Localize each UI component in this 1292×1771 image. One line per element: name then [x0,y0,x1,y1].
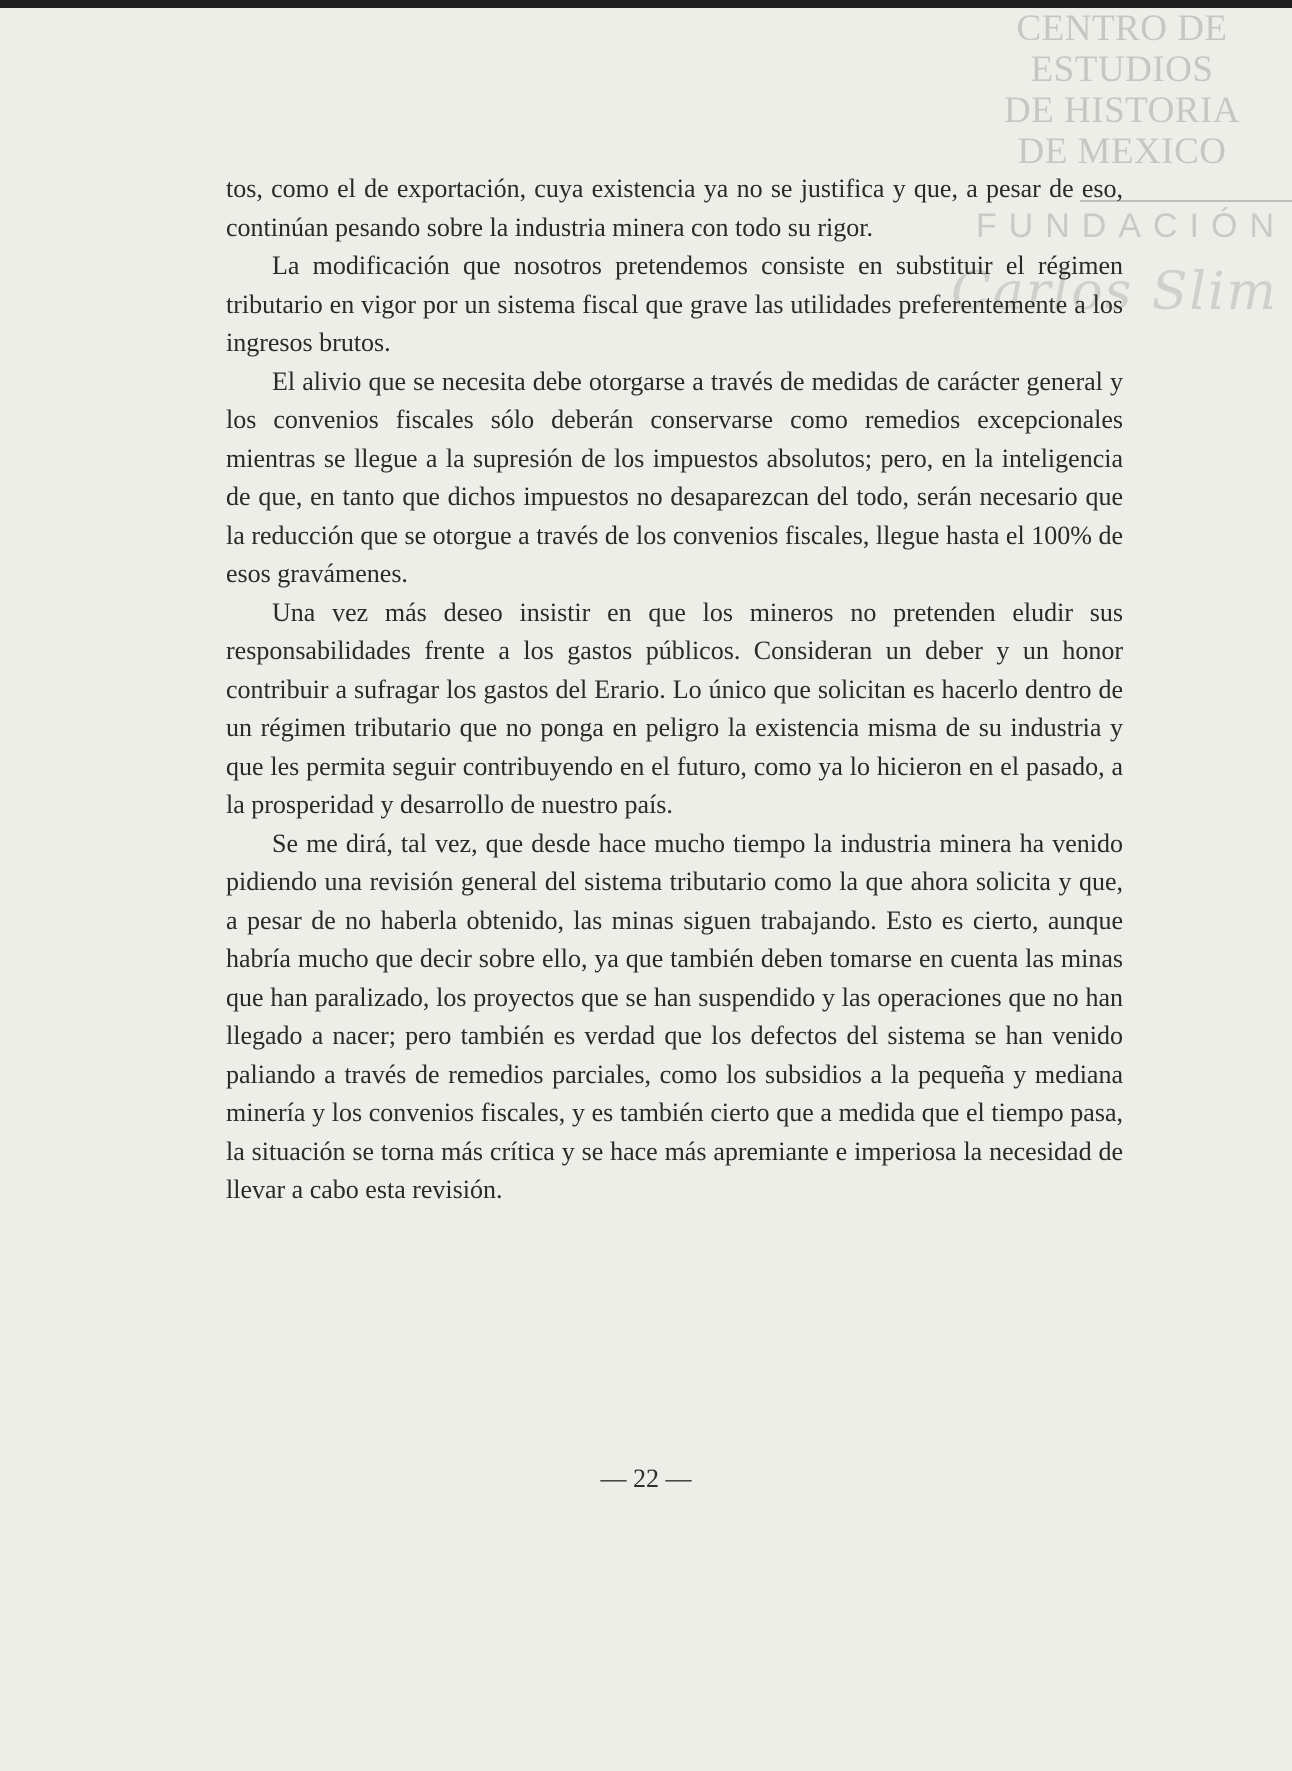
paragraph: tos, como el de exportación, cuya existencia ya no se justifica y que, a pesar de eso, continúan pesando sobre la industria minera con todo su rigor. [226,174,1123,242]
watermark-line: ESTUDIOS [1030,49,1214,90]
watermark-line: DE HISTORIA [1003,90,1241,131]
page-number: — 22 — [600,1464,692,1493]
paragraph: Una vez más deseo insistir en que los mineros no pretenden eludir sus responsabilidades frente a los gastos públicos. Consideran un deber y un honor contribuir a sufragar los gastos del Erario. Lo único que solicitan es hacerlo dentro de un régimen tributario que no ponga en peligro la existencia misma de su industria y que les permita seguir contribuyendo en el futuro, como ya lo hicieron en el pasado, a la prosperidad y desarrollo de nuestro país. [226,597,1123,819]
scan-top-edge [0,0,1292,8]
paragraph: El alivio que se necesita debe otorgarse a través de medidas de carácter general y los convenios fiscales sólo deberán conservarse como remedios excepcionales mientras se llegue a la supresión de los impuestos absolutos; pero, en la inteligencia de que, en tanto que dichos impuestos no desaparezcan del todo, serán necesario que la reducción que se otorgue a través de los convenios fiscales, llegue hasta el 100% de esos gravámenes. [226,366,1123,588]
watermark-line: DE MEXICO [1017,131,1227,172]
watermark-fundacion: FUNDACIÓN [975,207,1286,245]
watermark-line: CENTRO DE [1016,8,1228,49]
archive-watermark [972,8,1272,172]
paragraph: Se me dirá, tal vez, que desde hace mucho tiempo la industria minera ha venido pidiendo una revisión general del sistema tributario como la que ahora solicita y que, a pesar de no haberla obtenido, las minas siguen trabajando. Esto es cierto, aunque habría mucho que decir sobre ello, ya que también deben tomarse en cuenta las minas que han paralizado, los proyectos que se han suspendido y las operaciones que no han llegado a nacer; pero también es verdad que los defectos del sistema se han venido paliando a través de remedios parciales, como los subsidios a la pequeña y mediana minería y los convenios fiscales, y es también cierto que a medida que el tiempo pasa, la situación se torna más crítica y se hace más apremiante e imperiosa la necesidad de llevar a cabo esta revisión. [226,828,1123,1204]
paragraph: La modificación que nosotros pretendemos consiste en substituir el régimen tributario en vigor por un sistema fiscal que grave las utilidades preferentemente a los ingresos brutos. [226,251,1123,357]
watermark-signature: Carlos Slim [951,262,1278,322]
document-body [226,170,1123,1210]
